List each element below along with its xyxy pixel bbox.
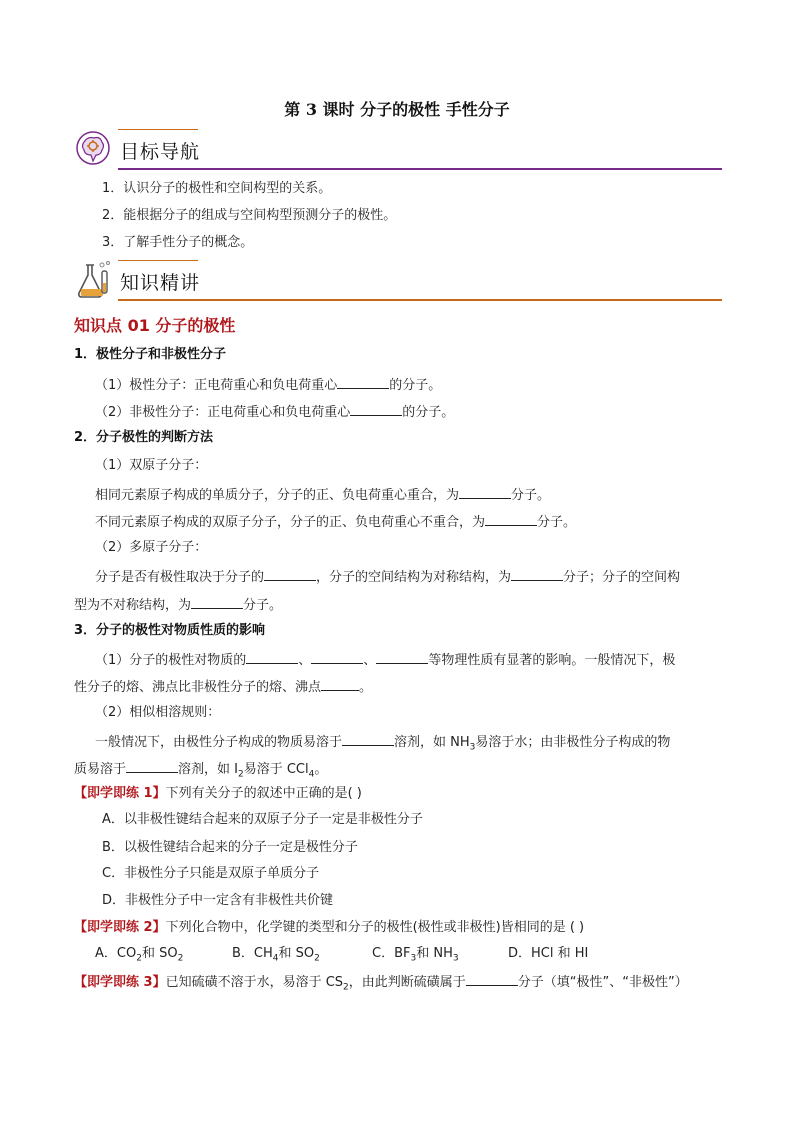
p2-line-4: 型为不对称结构，为 分子。 xyxy=(74,598,283,613)
page-title: 第 3 课时 分子的极性 手性分子 xyxy=(284,100,510,119)
section-header-goals xyxy=(72,128,722,170)
exercise-1-option-a[interactable]: A．以非极性键结合起来的双原子分子一定是非极性分子 xyxy=(102,812,423,827)
knowledge-point-title: 知识点 01 分子的极性 xyxy=(74,316,236,335)
fill-blank[interactable] xyxy=(376,651,428,664)
p2-line-2: 不同元素原子构成的双原子分子，分子的正、负电荷重心不重合，为 分子。 xyxy=(95,515,577,530)
brain-gear-icon xyxy=(72,128,114,170)
exercise-1-option-b[interactable]: B．以极性键结合起来的分子一定是极性分子 xyxy=(102,840,358,855)
goal-item-1: 1．认识分子的极性和空间构型的关系。 xyxy=(102,181,332,196)
p1-line-a: （1）极性分子：正电荷重心和负电荷重心 的分子。 xyxy=(95,378,442,393)
goal-item-2: 2．能根据分子的组成与空间构型预测分子的极性。 xyxy=(102,208,397,223)
section-top-rule xyxy=(118,260,198,261)
p2-heading: 2．分子极性的判断方法 xyxy=(74,430,214,445)
fill-blank[interactable] xyxy=(311,651,363,664)
p2-sub2: （2）多原子分子： xyxy=(95,540,208,555)
exercise-2-option-a[interactable]: A．$CO_2$和 $SO_2$ xyxy=(95,946,184,964)
section-header-knowledge xyxy=(72,259,722,301)
p2-line-1: 相同元素原子构成的单质分子，分子的正、负电荷重心重合，为 分子。 xyxy=(95,488,551,503)
exercise-1-option-d[interactable]: D．非极性分子中一定含有非极性共价键 xyxy=(102,893,334,908)
exercise-tag: 【即学即练 1】 xyxy=(74,786,166,801)
fill-blank[interactable] xyxy=(350,403,402,416)
p2-line-3: 分子是否有极性取决于分子的 ，分子的空间结构为对称结构，为 分子；分子的空间构 xyxy=(95,570,681,585)
fill-blank[interactable] xyxy=(246,651,298,664)
p1-line-b: （2）非极性分子：正电荷重心和负电荷重心 的分子。 xyxy=(95,405,455,420)
section-top-rule xyxy=(118,129,198,130)
section-underline xyxy=(118,299,722,301)
fill-blank[interactable] xyxy=(264,568,316,581)
fill-blank[interactable] xyxy=(337,376,389,389)
exercise-1-option-c[interactable]: C．非极性分子只能是双原子单质分子 xyxy=(102,866,320,881)
p3-line-3: 一般情况下，由极性分子构成的物质易溶于 溶剂，如 $NH_3$易溶于水；由非极性分子构成的物 xyxy=(95,735,671,753)
fill-blank[interactable] xyxy=(342,733,394,746)
section-title-knowledge: 知识精讲 xyxy=(120,272,201,294)
fill-blank[interactable] xyxy=(466,973,518,986)
p3-line-4: 质易溶于 溶剂，如 $I_2$易溶于 CCl$_4$。 xyxy=(74,762,328,780)
fill-blank[interactable] xyxy=(321,678,359,691)
exercise-3-question: 【即学即练 3】已知硫磺不溶于水，易溶于 $CS_2$，由此判断硫磺属于 分子（填“极性”、“非极性”） xyxy=(74,975,688,993)
p3-line-2: 性分子的熔、沸点比非极性分子的熔、沸点 。 xyxy=(74,680,373,695)
p3-heading: 3．分子的极性对物质性质的影响 xyxy=(74,623,266,638)
fill-blank[interactable] xyxy=(126,760,178,773)
section-title-goals: 目标导航 xyxy=(120,141,201,163)
goal-item-3: 3．了解手性分子的概念。 xyxy=(102,235,254,250)
exercise-2-question: 【即学即练 2】下列化合物中，化学键的类型和分子的极性(极性或非极性)皆相同的是 ( ) xyxy=(74,920,585,935)
p3-line-1: （1）分子的极性对物质的 、 、 等物理性质有显著的影响。一般情况下，极 xyxy=(95,653,676,668)
p3-sub2: （2）相似相溶规则： xyxy=(95,705,221,720)
fill-blank[interactable] xyxy=(485,513,537,526)
exercise-tag: 【即学即练 2】 xyxy=(74,920,166,935)
fill-blank[interactable] xyxy=(511,568,563,581)
exercise-tag: 【即学即练 3】 xyxy=(74,975,166,990)
section-underline xyxy=(118,168,722,170)
exercise-2-option-b[interactable]: B．$CH_4$和 $SO_2$ xyxy=(232,946,320,964)
fill-blank[interactable] xyxy=(459,486,511,499)
exercise-1-question: 【即学即练 1】下列有关分子的叙述中正确的是( ) xyxy=(74,786,362,801)
exercise-2-option-d[interactable]: D．HCl 和 HI xyxy=(508,946,589,961)
flask-icon xyxy=(72,259,114,301)
p2-sub1: （1）双原子分子： xyxy=(95,458,208,473)
exercise-2-option-c[interactable]: C．$BF_3$和 $NH_3$ xyxy=(372,946,459,964)
p1-heading: 1．极性分子和非极性分子 xyxy=(74,347,227,362)
fill-blank[interactable] xyxy=(191,596,243,609)
